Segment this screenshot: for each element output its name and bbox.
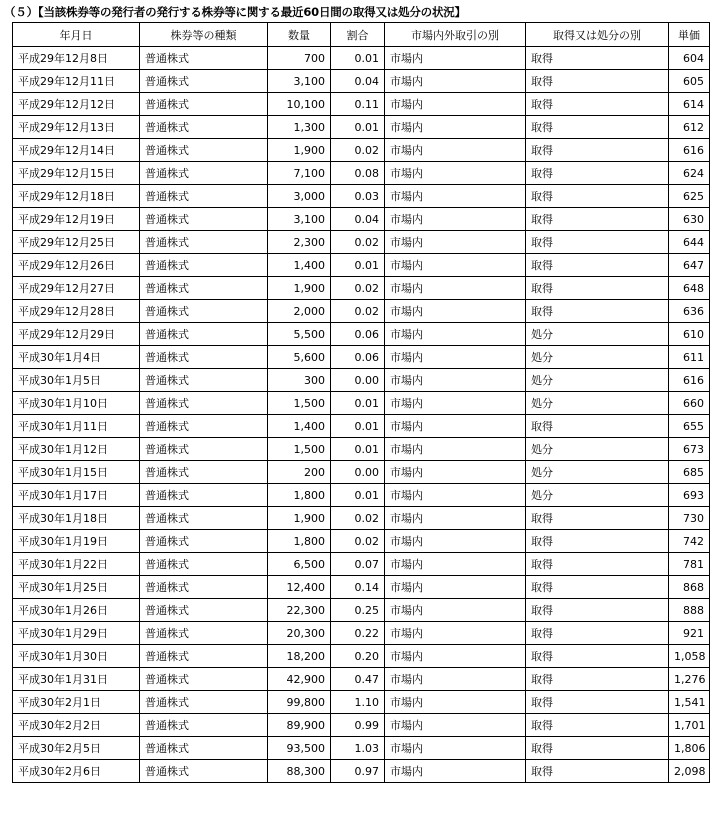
cell-date: 平成30年1月31日	[13, 668, 140, 691]
cell-unit-price: 636	[669, 300, 710, 323]
cell-ratio: 0.01	[331, 47, 385, 70]
cell-quantity: 42,900	[268, 668, 331, 691]
table-row	[13, 231, 710, 254]
cell-quantity: 89,900	[268, 714, 331, 737]
cell-acquisition-disposal: 取得	[526, 645, 669, 668]
table-row	[13, 714, 710, 737]
table-row	[13, 346, 710, 369]
cell-ratio: 0.04	[331, 208, 385, 231]
cell-date: 平成29年12月11日	[13, 70, 140, 93]
cell-unit-price: 624	[669, 162, 710, 185]
cell-ratio: 0.02	[331, 139, 385, 162]
cell-unit-price: 644	[669, 231, 710, 254]
cell-unit-price: 1,058	[669, 645, 710, 668]
cell-date: 平成29年12月25日	[13, 231, 140, 254]
cell-share-type: 普通株式	[140, 714, 268, 737]
cell-quantity: 5,600	[268, 346, 331, 369]
cell-market: 市場内	[385, 668, 526, 691]
cell-acquisition-disposal: 処分	[526, 369, 669, 392]
cell-market: 市場内	[385, 277, 526, 300]
cell-ratio: 0.25	[331, 599, 385, 622]
table-row	[13, 70, 710, 93]
table-row	[13, 277, 710, 300]
cell-share-type: 普通株式	[140, 231, 268, 254]
cell-ratio: 0.22	[331, 622, 385, 645]
cell-market: 市場内	[385, 507, 526, 530]
cell-quantity: 1,400	[268, 254, 331, 277]
cell-unit-price: 616	[669, 139, 710, 162]
cell-date: 平成30年2月2日	[13, 714, 140, 737]
cell-date: 平成29年12月15日	[13, 162, 140, 185]
cell-market: 市場内	[385, 438, 526, 461]
cell-date: 平成30年2月6日	[13, 760, 140, 783]
cell-ratio: 0.02	[331, 277, 385, 300]
cell-market: 市場内	[385, 208, 526, 231]
table-row	[13, 93, 710, 116]
cell-quantity: 10,100	[268, 93, 331, 116]
cell-acquisition-disposal: 取得	[526, 553, 669, 576]
cell-quantity: 99,800	[268, 691, 331, 714]
cell-date: 平成30年1月26日	[13, 599, 140, 622]
cell-ratio: 1.03	[331, 737, 385, 760]
cell-market: 市場内	[385, 139, 526, 162]
cell-market: 市場内	[385, 93, 526, 116]
table-row	[13, 300, 710, 323]
table-header-row	[13, 23, 710, 47]
cell-quantity: 5,500	[268, 323, 331, 346]
cell-share-type: 普通株式	[140, 346, 268, 369]
cell-share-type: 普通株式	[140, 254, 268, 277]
cell-market: 市場内	[385, 461, 526, 484]
cell-share-type: 普通株式	[140, 507, 268, 530]
section-heading: （５）【当該株券等の発行者の発行する株券等に関する最近60日間の取得又は処分の状況】	[4, 5, 466, 19]
cell-share-type: 普通株式	[140, 392, 268, 415]
cell-unit-price: 611	[669, 346, 710, 369]
cell-market: 市場内	[385, 576, 526, 599]
cell-ratio: 0.20	[331, 645, 385, 668]
cell-market: 市場内	[385, 392, 526, 415]
cell-market: 市場内	[385, 323, 526, 346]
cell-unit-price: 673	[669, 438, 710, 461]
cell-unit-price: 685	[669, 461, 710, 484]
cell-share-type: 普通株式	[140, 300, 268, 323]
cell-ratio: 0.01	[331, 392, 385, 415]
table-row	[13, 576, 710, 599]
cell-acquisition-disposal: 処分	[526, 323, 669, 346]
cell-unit-price: 2,098	[669, 760, 710, 783]
cell-market: 市場内	[385, 346, 526, 369]
cell-date: 平成29年12月26日	[13, 254, 140, 277]
cell-ratio: 0.08	[331, 162, 385, 185]
cell-market: 市場内	[385, 162, 526, 185]
cell-unit-price: 781	[669, 553, 710, 576]
cell-date: 平成30年1月11日	[13, 415, 140, 438]
cell-date: 平成29年12月12日	[13, 93, 140, 116]
cell-ratio: 0.01	[331, 116, 385, 139]
cell-acquisition-disposal: 取得	[526, 530, 669, 553]
cell-unit-price: 1,276	[669, 668, 710, 691]
cell-ratio: 0.00	[331, 369, 385, 392]
cell-market: 市場内	[385, 254, 526, 277]
cell-unit-price: 1,541	[669, 691, 710, 714]
cell-share-type: 普通株式	[140, 599, 268, 622]
cell-quantity: 1,800	[268, 530, 331, 553]
cell-acquisition-disposal: 取得	[526, 507, 669, 530]
cell-acquisition-disposal: 取得	[526, 139, 669, 162]
cell-acquisition-disposal: 処分	[526, 346, 669, 369]
cell-unit-price: 655	[669, 415, 710, 438]
cell-date: 平成30年1月5日	[13, 369, 140, 392]
table-row	[13, 415, 710, 438]
cell-acquisition-disposal: 取得	[526, 714, 669, 737]
cell-market: 市場内	[385, 47, 526, 70]
cell-ratio: 0.02	[331, 300, 385, 323]
table-row	[13, 691, 710, 714]
cell-acquisition-disposal: 処分	[526, 484, 669, 507]
cell-date: 平成30年1月29日	[13, 622, 140, 645]
cell-quantity: 1,300	[268, 116, 331, 139]
table-row	[13, 208, 710, 231]
cell-quantity: 3,100	[268, 208, 331, 231]
cell-acquisition-disposal: 取得	[526, 668, 669, 691]
cell-acquisition-disposal: 処分	[526, 461, 669, 484]
cell-date: 平成30年1月17日	[13, 484, 140, 507]
cell-ratio: 0.02	[331, 231, 385, 254]
cell-quantity: 1,900	[268, 139, 331, 162]
cell-unit-price: 625	[669, 185, 710, 208]
cell-date: 平成29年12月14日	[13, 139, 140, 162]
cell-unit-price: 888	[669, 599, 710, 622]
cell-unit-price: 693	[669, 484, 710, 507]
cell-quantity: 6,500	[268, 553, 331, 576]
cell-market: 市場内	[385, 415, 526, 438]
cell-ratio: 0.02	[331, 530, 385, 553]
cell-share-type: 普通株式	[140, 691, 268, 714]
cell-acquisition-disposal: 取得	[526, 93, 669, 116]
table-row	[13, 323, 710, 346]
cell-acquisition-disposal: 取得	[526, 415, 669, 438]
cell-quantity: 22,300	[268, 599, 331, 622]
col-header-acquisition-disposal: 取得又は処分の別	[526, 23, 669, 47]
cell-acquisition-disposal: 取得	[526, 599, 669, 622]
cell-share-type: 普通株式	[140, 47, 268, 70]
table-row	[13, 162, 710, 185]
cell-market: 市場内	[385, 599, 526, 622]
cell-unit-price: 730	[669, 507, 710, 530]
cell-date: 平成29年12月29日	[13, 323, 140, 346]
cell-ratio: 0.11	[331, 93, 385, 116]
cell-share-type: 普通株式	[140, 116, 268, 139]
cell-date: 平成30年1月22日	[13, 553, 140, 576]
cell-share-type: 普通株式	[140, 461, 268, 484]
cell-acquisition-disposal: 取得	[526, 760, 669, 783]
cell-share-type: 普通株式	[140, 438, 268, 461]
table-row	[13, 484, 710, 507]
cell-ratio: 0.03	[331, 185, 385, 208]
cell-quantity: 3,000	[268, 185, 331, 208]
cell-market: 市場内	[385, 70, 526, 93]
cell-ratio: 0.07	[331, 553, 385, 576]
cell-market: 市場内	[385, 553, 526, 576]
cell-share-type: 普通株式	[140, 70, 268, 93]
cell-share-type: 普通株式	[140, 162, 268, 185]
cell-unit-price: 614	[669, 93, 710, 116]
cell-share-type: 普通株式	[140, 139, 268, 162]
cell-market: 市場内	[385, 185, 526, 208]
cell-acquisition-disposal: 取得	[526, 576, 669, 599]
col-header-date: 年月日	[13, 23, 140, 47]
col-header-share-type: 株券等の種類	[140, 23, 268, 47]
cell-date: 平成29年12月13日	[13, 116, 140, 139]
cell-date: 平成30年1月15日	[13, 461, 140, 484]
cell-ratio: 0.04	[331, 70, 385, 93]
cell-ratio: 0.99	[331, 714, 385, 737]
cell-unit-price: 630	[669, 208, 710, 231]
cell-unit-price: 921	[669, 622, 710, 645]
table-row	[13, 530, 710, 553]
cell-unit-price: 647	[669, 254, 710, 277]
cell-share-type: 普通株式	[140, 208, 268, 231]
cell-acquisition-disposal: 取得	[526, 691, 669, 714]
cell-date: 平成30年1月30日	[13, 645, 140, 668]
table-row	[13, 622, 710, 645]
cell-share-type: 普通株式	[140, 576, 268, 599]
cell-market: 市場内	[385, 645, 526, 668]
cell-quantity: 12,400	[268, 576, 331, 599]
cell-quantity: 3,100	[268, 70, 331, 93]
cell-acquisition-disposal: 取得	[526, 277, 669, 300]
cell-quantity: 1,900	[268, 507, 331, 530]
table-row	[13, 185, 710, 208]
cell-unit-price: 1,806	[669, 737, 710, 760]
cell-date: 平成30年1月4日	[13, 346, 140, 369]
cell-share-type: 普通株式	[140, 369, 268, 392]
cell-ratio: 0.00	[331, 461, 385, 484]
cell-date: 平成29年12月19日	[13, 208, 140, 231]
cell-market: 市場内	[385, 231, 526, 254]
cell-quantity: 1,800	[268, 484, 331, 507]
cell-ratio: 0.01	[331, 484, 385, 507]
cell-acquisition-disposal: 取得	[526, 70, 669, 93]
table-row	[13, 461, 710, 484]
cell-share-type: 普通株式	[140, 93, 268, 116]
cell-date: 平成29年12月27日	[13, 277, 140, 300]
cell-acquisition-disposal: 取得	[526, 737, 669, 760]
cell-date: 平成29年12月28日	[13, 300, 140, 323]
cell-unit-price: 604	[669, 47, 710, 70]
cell-market: 市場内	[385, 116, 526, 139]
cell-acquisition-disposal: 取得	[526, 116, 669, 139]
table-row	[13, 116, 710, 139]
cell-acquisition-disposal: 取得	[526, 47, 669, 70]
cell-ratio: 0.01	[331, 254, 385, 277]
cell-quantity: 93,500	[268, 737, 331, 760]
table-row	[13, 760, 710, 783]
cell-date: 平成30年1月25日	[13, 576, 140, 599]
table-row	[13, 139, 710, 162]
transactions-table	[12, 22, 710, 783]
cell-share-type: 普通株式	[140, 185, 268, 208]
cell-quantity: 7,100	[268, 162, 331, 185]
cell-market: 市場内	[385, 737, 526, 760]
cell-acquisition-disposal: 取得	[526, 254, 669, 277]
cell-unit-price: 660	[669, 392, 710, 415]
cell-date: 平成30年1月19日	[13, 530, 140, 553]
cell-ratio: 0.01	[331, 438, 385, 461]
cell-share-type: 普通株式	[140, 277, 268, 300]
cell-market: 市場内	[385, 622, 526, 645]
cell-share-type: 普通株式	[140, 737, 268, 760]
cell-quantity: 18,200	[268, 645, 331, 668]
cell-market: 市場内	[385, 691, 526, 714]
cell-quantity: 1,500	[268, 438, 331, 461]
table-row	[13, 369, 710, 392]
cell-share-type: 普通株式	[140, 530, 268, 553]
cell-share-type: 普通株式	[140, 415, 268, 438]
table-body	[13, 47, 710, 783]
cell-market: 市場内	[385, 760, 526, 783]
col-header-unit-price: 単価	[669, 23, 710, 47]
cell-market: 市場内	[385, 714, 526, 737]
cell-date: 平成30年1月12日	[13, 438, 140, 461]
cell-quantity: 2,300	[268, 231, 331, 254]
table-row	[13, 737, 710, 760]
cell-share-type: 普通株式	[140, 622, 268, 645]
cell-ratio: 0.01	[331, 415, 385, 438]
cell-quantity: 1,900	[268, 277, 331, 300]
table-row	[13, 553, 710, 576]
cell-share-type: 普通株式	[140, 323, 268, 346]
cell-quantity: 1,500	[268, 392, 331, 415]
cell-date: 平成29年12月18日	[13, 185, 140, 208]
cell-quantity: 300	[268, 369, 331, 392]
cell-unit-price: 742	[669, 530, 710, 553]
table-row	[13, 507, 710, 530]
cell-ratio: 0.06	[331, 323, 385, 346]
table-row	[13, 47, 710, 70]
cell-acquisition-disposal: 処分	[526, 438, 669, 461]
col-header-ratio: 割合	[331, 23, 385, 47]
cell-share-type: 普通株式	[140, 553, 268, 576]
table-row	[13, 254, 710, 277]
cell-date: 平成30年1月18日	[13, 507, 140, 530]
cell-acquisition-disposal: 取得	[526, 231, 669, 254]
cell-share-type: 普通株式	[140, 645, 268, 668]
cell-date: 平成30年2月1日	[13, 691, 140, 714]
cell-share-type: 普通株式	[140, 484, 268, 507]
cell-unit-price: 610	[669, 323, 710, 346]
cell-ratio: 0.47	[331, 668, 385, 691]
cell-unit-price: 616	[669, 369, 710, 392]
cell-quantity: 20,300	[268, 622, 331, 645]
table-row	[13, 599, 710, 622]
cell-unit-price: 605	[669, 70, 710, 93]
table-row	[13, 392, 710, 415]
cell-quantity: 2,000	[268, 300, 331, 323]
table-row	[13, 438, 710, 461]
cell-quantity: 200	[268, 461, 331, 484]
cell-acquisition-disposal: 取得	[526, 162, 669, 185]
cell-market: 市場内	[385, 300, 526, 323]
cell-market: 市場内	[385, 484, 526, 507]
cell-date: 平成30年1月10日	[13, 392, 140, 415]
cell-quantity: 700	[268, 47, 331, 70]
cell-date: 平成30年2月5日	[13, 737, 140, 760]
col-header-quantity: 数量	[268, 23, 331, 47]
table-row	[13, 668, 710, 691]
cell-ratio: 1.10	[331, 691, 385, 714]
cell-quantity: 88,300	[268, 760, 331, 783]
cell-market: 市場内	[385, 369, 526, 392]
cell-unit-price: 612	[669, 116, 710, 139]
cell-market: 市場内	[385, 530, 526, 553]
table-row	[13, 645, 710, 668]
cell-acquisition-disposal: 取得	[526, 622, 669, 645]
cell-acquisition-disposal: 取得	[526, 185, 669, 208]
cell-acquisition-disposal: 取得	[526, 300, 669, 323]
cell-ratio: 0.97	[331, 760, 385, 783]
cell-unit-price: 648	[669, 277, 710, 300]
cell-quantity: 1,400	[268, 415, 331, 438]
cell-acquisition-disposal: 処分	[526, 392, 669, 415]
cell-ratio: 0.02	[331, 507, 385, 530]
col-header-market: 市場内外取引の別	[385, 23, 526, 47]
cell-date: 平成29年12月8日	[13, 47, 140, 70]
cell-unit-price: 868	[669, 576, 710, 599]
cell-ratio: 0.06	[331, 346, 385, 369]
cell-share-type: 普通株式	[140, 760, 268, 783]
cell-share-type: 普通株式	[140, 668, 268, 691]
cell-acquisition-disposal: 取得	[526, 208, 669, 231]
cell-ratio: 0.14	[331, 576, 385, 599]
cell-unit-price: 1,701	[669, 714, 710, 737]
